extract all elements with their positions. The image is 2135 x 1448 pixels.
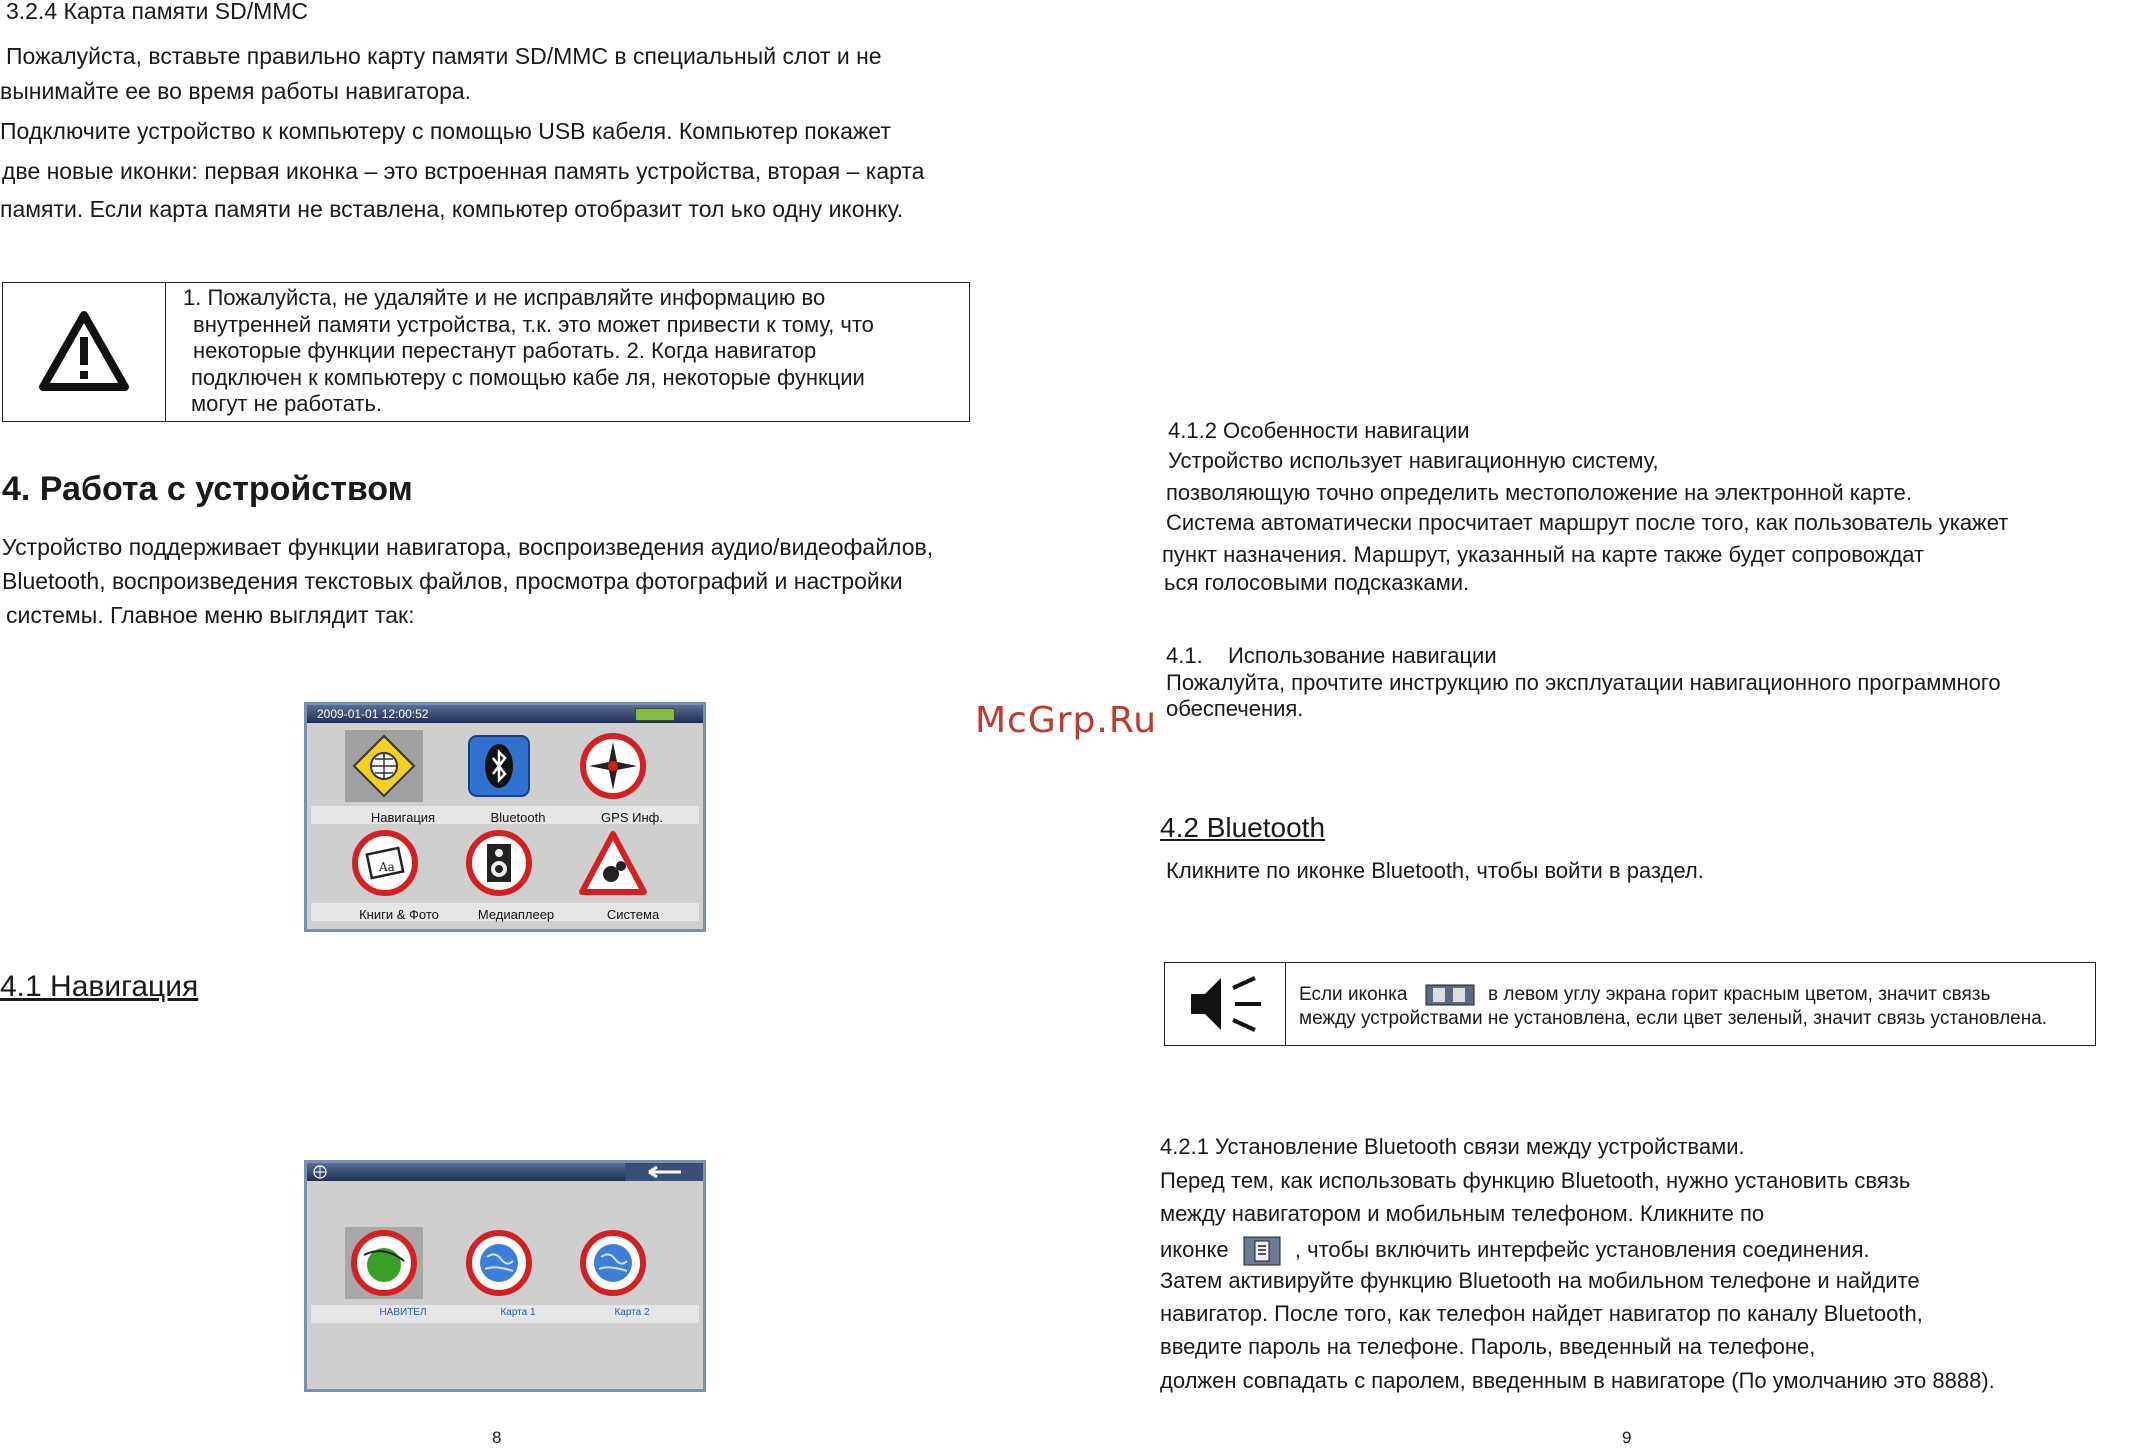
- nav-item-label: Карта 1: [500, 1307, 536, 1318]
- section41-navigation-title: 4.1 Навигация: [0, 970, 199, 1003]
- speaker-icon: [1187, 972, 1267, 1036]
- sec421-title: 4.2.1 Установление Bluetooth связи между устройствами.: [1160, 1134, 1745, 1159]
- watermark: McGrp.Ru: [975, 700, 1158, 741]
- sec421-line2: между навигатором и мобильным телефоном. Кликните по: [1160, 1201, 1765, 1226]
- nav-item-label: НАВИТЕЛ: [379, 1307, 427, 1318]
- note-line1: [1299, 983, 2047, 1007]
- navigation-screenshot: [304, 1160, 706, 1392]
- status-bar: [307, 705, 703, 723]
- sec412-line5: пункт назначения. Маршрут, указанный на карте также будет сопровождат: [1162, 542, 1925, 567]
- note-line1-a: Если иконка: [1299, 984, 1408, 1005]
- battery-icon: [635, 708, 675, 721]
- menu-tile-system[interactable]: [535, 823, 660, 923]
- sec412-line4: Система автоматически просчитает маршрут после того, как пользователь укажет: [1166, 510, 2009, 535]
- menu-label: Система: [606, 907, 660, 922]
- nav-tile-map1[interactable]: [421, 1223, 535, 1323]
- back-button[interactable]: [625, 1163, 703, 1181]
- datetime: 2009-01-01 12:00:52: [317, 707, 429, 721]
- menu-label: GPS Инф.: [601, 810, 663, 825]
- warning-line: внутренней памяти устройства, т.к. это может привести к тому, что: [193, 311, 874, 337]
- sec412-line6: ься голосовыми подсказками.: [1164, 570, 1470, 595]
- warning-icon-cell: [3, 283, 166, 421]
- speaker-icon-cell: [1165, 963, 1286, 1045]
- sec412-line3: позволяющую точно определить местоположение на электронной карте.: [1166, 480, 1913, 505]
- menu-label: Навигация: [370, 810, 436, 825]
- bluetooth-icon: [461, 730, 537, 802]
- menu-tile-mediaplayer[interactable]: [421, 823, 555, 923]
- nav-tile-navitel[interactable]: [307, 1223, 427, 1323]
- section4-line3: системы. Главное меню выглядит так:: [6, 602, 415, 628]
- page-number-right: 9: [1622, 1428, 1632, 1447]
- section4-title: 4. Работа с устройством: [2, 470, 413, 508]
- para1-line1: Пожалуйста, вставьте правильно карту памяти SD/MMC в специальный слот и не: [6, 43, 882, 69]
- menu-tile-bluetooth[interactable]: [421, 726, 546, 826]
- sec412-line1: 4.1.2 Особенности навигации: [1168, 418, 1470, 443]
- note-line1-b: в левом углу экрана горит красным цветом, значит связь: [1488, 984, 1991, 1005]
- bluetooth-status-icon: [1425, 984, 1475, 1006]
- navigation-icon: [345, 730, 423, 802]
- para1-line3: Подключите устройство к компьютеру с помощью USB кабеля. Компьютер покажет: [0, 118, 891, 144]
- menu-tile-navigation[interactable]: [307, 726, 436, 826]
- connect-phone-icon: [1243, 1236, 1281, 1266]
- globe-icon: [313, 1165, 327, 1179]
- menu-tile-books-photo[interactable]: [307, 823, 439, 923]
- navitel-icon: [345, 1227, 423, 1299]
- sec41-line2: обеспечения.: [1166, 696, 1304, 721]
- note-text: [1299, 983, 2047, 1031]
- menu-label: Книги & Фото: [359, 907, 439, 922]
- sec421-line1: Перед тем, как использовать функцию Bluetooth, нужно установить связь: [1160, 1168, 1911, 1193]
- main-menu-screenshot: [304, 702, 706, 932]
- para1-line4: две новые иконки: первая иконка – это встроенная память устройства, вторая – карта: [2, 158, 925, 184]
- sec421-line4: Затем активируйте функцию Bluetooth на мобильном телефоне и найдите: [1160, 1268, 1920, 1293]
- section-324-title: 3.2.4 Карта памяти SD/MMC: [6, 0, 309, 24]
- menu-tile-gps-info[interactable]: [535, 726, 663, 826]
- sec421-line5: навигатор. После того, как телефон найдет навигатор по каналу Bluetooth,: [1160, 1301, 1923, 1326]
- note-box: [1164, 962, 2096, 1046]
- nav-tile-map2[interactable]: [535, 1223, 649, 1323]
- warning-triangle-icon: [39, 311, 129, 391]
- page-number-left: 8: [492, 1428, 502, 1447]
- sec412-line2: Устройство использует навигационную систему,: [1168, 448, 1659, 473]
- para1-line5: памяти. Если карта памяти не вставлена, компьютер отобразит тол ько одну иконку.: [0, 196, 904, 222]
- status-bar: [307, 1163, 703, 1181]
- back-arrow-icon: [645, 1165, 685, 1179]
- section4-line1: Устройство поддерживает функции навигатора, воспроизведения аудио/видеофайлов,: [2, 534, 934, 560]
- warning-box: [2, 282, 970, 422]
- menu-label: Bluetooth: [490, 810, 546, 825]
- sec421-line3: [1160, 1236, 1870, 1266]
- sec41-line1: Пожалуйта, прочтите инструкцию по эксплуатации навигационного программного: [1166, 670, 2001, 695]
- sec421-line6: введите пароль на телефоне. Пароль, введенный на телефоне,: [1160, 1334, 1816, 1359]
- nav-item-label: Карта 2: [614, 1307, 650, 1318]
- warning-line: 1. Пожалуйста, не удаляйте и не исправляйте информацию во: [183, 285, 826, 310]
- system-icon: [575, 827, 651, 899]
- section4-line2: Bluetooth, воспроизведения текстовых файлов, просмотра фотографий и настройки: [2, 568, 903, 594]
- sec41-number: 4.1.: [1166, 643, 1203, 668]
- map-globe-icon: [575, 1227, 651, 1299]
- sec42-text: Кликните по иконке Bluetooth, чтобы войти в раздел.: [1166, 858, 1704, 883]
- map-globe-icon: [461, 1227, 537, 1299]
- mediaplayer-icon: [461, 827, 537, 899]
- warning-line: некоторые функции перестанут работать. 2. Когда навигатор: [193, 338, 817, 363]
- svg-text:Aa: Aa: [379, 860, 395, 874]
- warning-line: могут не работать.: [191, 391, 383, 416]
- gps-info-icon: [575, 730, 651, 802]
- sec42-bluetooth-title: 4.2 Bluetooth: [1160, 812, 1326, 843]
- warning-text: [183, 285, 963, 418]
- note-line2: между устройствами не установлена, если цвет зеленый, значит связь установлена.: [1299, 1008, 2048, 1029]
- sec41-title: Использование навигации: [1228, 643, 1497, 668]
- para1-line2: вынимайте ее во время работы навигатора.: [0, 78, 472, 104]
- sec421-line3-a: иконке: [1160, 1236, 1229, 1262]
- warning-line: подключен к компьютеру с помощью кабе ля, некоторые функции: [191, 364, 865, 390]
- sec421-line3-b: , чтобы включить интерфейс установления соединения.: [1294, 1236, 1870, 1262]
- sec421-line7: должен совпадать с паролем, введенным в навигаторе (По умолчанию это 8888).: [1160, 1368, 1995, 1393]
- books-photo-icon: [347, 827, 423, 899]
- menu-label: Медиаплеер: [477, 907, 555, 922]
